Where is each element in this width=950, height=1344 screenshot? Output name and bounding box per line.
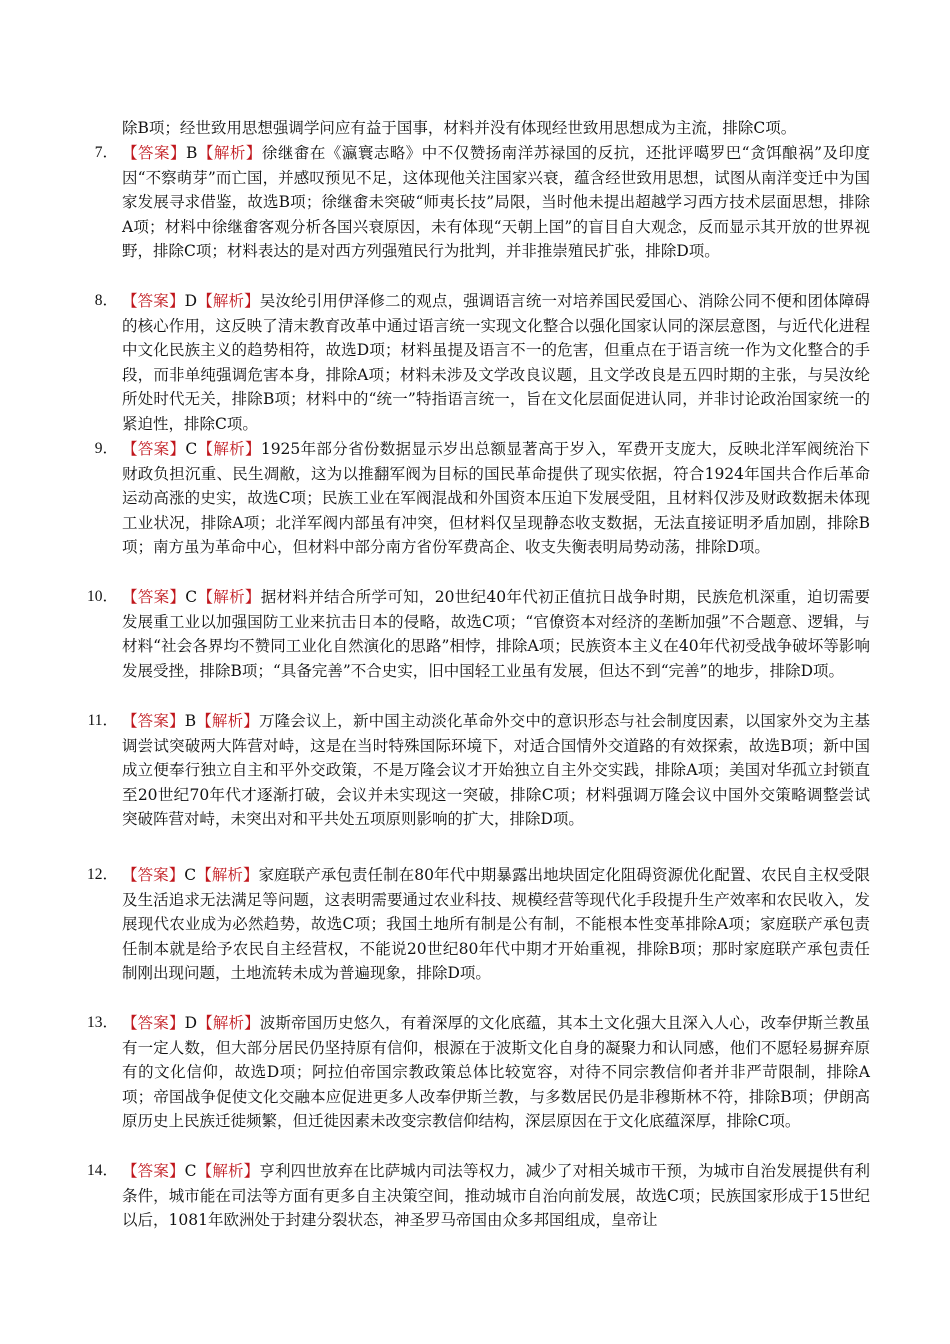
item-number: 11． bbox=[87, 712, 118, 729]
answer-item-9 bbox=[94, 437, 870, 560]
answer-label: 【答案】 bbox=[122, 712, 185, 730]
analysis-text: 亨利四世放弃在比萨城内司法等权力，减少了对相关城市干预，为城市自治发展提供有利条件，城市能在司法等方面有更多自主决策空间，推动城市自治向前发展，故选C项；民族国家形成于15世纪以后，1081年欧洲处于封建分裂状态，神圣罗马帝国由众多邦国组成，皇帝让 bbox=[122, 1162, 870, 1230]
analysis-text: 波斯帝国历史悠久，有着深厚的文化底蕴，其本土文化强大且深入人心，改奉伊斯兰教虽有一定人数，但大部分居民仍坚持原有信仰，根源在于波斯文化自身的凝聚力和认同感，他们不愿轻易摒弃原有的文化信仰，故选D项；阿拉伯帝国宗教政策总体比较宽容，对待不同宗教信仰者并非严苛限制，排除A项；帝国战争促使文化交融本应促进更多人改奉伊斯兰教，与多数居民仍是非穆斯林不符，排除B项；伊朗高原历史上民族迁徙频繁，但迁徙因素未改变宗教信仰结构，深层原因在于文化底蕴深厚，排除C项。 bbox=[122, 1014, 870, 1131]
analysis-text: 徐继畬在《瀛寰志略》中不仅赞扬南洋苏禄国的反抗，还批评噶罗巴“贪饵酿祸”及印度因“不察萌芽”而亡国，并感叹预见不足，这体现他关注国家兴衰，蕴含经世致用思想，试图从南洋变迁中为国家发展寻求借鉴，故选B项；徐继畬未突破“师夷长技”局限，当时他未提出超越学习西方技术层面思想，排除A项；材料中徐继畬客观分析各国兴衰原因，未有体现“天朝上国”的盲目自大观念，反而显示其开放的世界视野，排除C项；材料表达的是对西方列强殖民行为批判，并非推崇殖民扩张，排除D项。 bbox=[122, 144, 870, 261]
analysis-text: 家庭联产承包责任制在80年代中期暴露出地块固定化阻碍资源优化配置、农民自主权受限及生活追求无法满足等问题，这表明需要通过农业科技、规模经营等现代化手段提升生产效率和农民收入，发展现代农业成为必然趋势，故选C项；我国土地所有制是公有制，不能根本性变革排除A项；家庭联产承包责任制本就是给予农民自主经营权，不能说20世纪80年代中期才开始重视，排除B项；那时家庭联产承包责任制刚出现问题，土地流转未成为普遍现象，排除D项。 bbox=[122, 866, 870, 983]
answer-choice: C bbox=[185, 588, 198, 606]
item-number: 7． bbox=[94, 144, 118, 161]
analysis-label: 【解析】 bbox=[197, 440, 261, 458]
answer-choice: B bbox=[185, 144, 198, 162]
analysis-label: 【解析】 bbox=[196, 866, 259, 884]
analysis-text: 1925年部分省份数据显示岁出总额显著高于岁入，军费开支庞大，反映北洋军阀统治下财政负担沉重、民生凋敝，这为以推翻军阀为目标的国民革命提供了现实依据，符合1924年国共合作后革命运动高涨的史实，故选C项；民族工业在军阀混战和外国资本压迫下发展受阻，且材料仅涉及财政数据未体现工业状况，排除A项；北洋军阀内部虽有冲突，但材料仅呈现静态收支数据，无法直接证明矛盾加剧，排除B项；南方虽为革命中心，但材料中部分南方省份军费高企、收支失衡表明局势动荡，排除D项。 bbox=[122, 440, 870, 557]
answer-choice: B bbox=[184, 712, 197, 730]
answer-choice: C bbox=[185, 440, 198, 458]
answer-choice: C bbox=[184, 866, 197, 884]
item-number: 13． bbox=[86, 1014, 118, 1031]
analysis-label: 【解析】 bbox=[197, 588, 261, 606]
item-number: 9． bbox=[94, 440, 118, 457]
answer-item-8 bbox=[94, 289, 870, 437]
analysis-text: 吴汝纶引用伊泽修二的观点，强调语言统一对培养国民爱国心、消除公同不便和团体障碍的核心作用，这反映了清末教育改革中通过语言统一实现文化整合以强化国家认同的深层意图，与近代化进程中文化民族主义的趋势相符，故选D项；材料虽提及语言不一的危害，但重点在于语言统一作为文化整合的手段，而非单纯强调危害本身，排除A项；材料未涉及文学改良议题，且文学改良是五四时期的主张，与吴汝纶所处时代无关，排除B项；材料中的“统一”特指语言统一，旨在文化层面促进认同，并非讨论政治国家统一的紧迫性，排除C项。 bbox=[122, 292, 870, 433]
analysis-label: 【解析】 bbox=[197, 144, 262, 162]
continued-text: 除B项；经世致用思想强调学问应有益于国事，材料并没有体现经世致用思想成为主流，排除C项。 bbox=[122, 119, 797, 137]
analysis-label: 【解析】 bbox=[197, 292, 260, 310]
item-number: 14． bbox=[86, 1162, 118, 1179]
answer-item-13 bbox=[86, 1011, 870, 1134]
answer-item-11 bbox=[87, 709, 870, 832]
analysis-label: 【解析】 bbox=[196, 1162, 260, 1180]
item-number: 12． bbox=[86, 866, 118, 883]
answer-label: 【答案】 bbox=[122, 292, 185, 310]
answer-item-14 bbox=[86, 1159, 870, 1233]
answer-label: 【答案】 bbox=[122, 588, 186, 606]
analysis-text: 万隆会议上，新中国主动淡化革命外交中的意识形态与社会制度因素，以国家外交为主基调尝试突破两大阵营对峙，这是在当时特殊国际环境下，对适合国情外交道路的有效探索，故选B项；新中国成立便奉行独立自主和平外交政策，不是万隆会议才开始独立自主外交实践，排除A项；美国对华孤立封锁直至20世纪70年代才逐渐打破，会议并未实现这一突破，排除C项；材料强调万隆会议中国外交策略调整尝试突破阵营对峙，未突出对和平共处五项原则影响的扩大，排除D项。 bbox=[122, 712, 870, 829]
item-number: 8． bbox=[94, 292, 118, 309]
answer-label: 【答案】 bbox=[122, 1162, 185, 1180]
answer-item-10 bbox=[86, 585, 870, 683]
analysis-label: 【解析】 bbox=[196, 712, 259, 730]
answer-choice: C bbox=[184, 1162, 197, 1180]
answer-item-7 bbox=[94, 141, 870, 264]
answer-label: 【答案】 bbox=[122, 440, 186, 458]
answer-choice: D bbox=[184, 292, 198, 310]
answer-label: 【答案】 bbox=[122, 866, 185, 884]
answer-item-12 bbox=[86, 863, 870, 986]
answer-label: 【答案】 bbox=[122, 144, 186, 162]
answer-label: 【答案】 bbox=[122, 1014, 185, 1032]
analysis-label: 【解析】 bbox=[197, 1014, 260, 1032]
answer-choice: D bbox=[184, 1014, 198, 1032]
continued-paragraph bbox=[122, 116, 870, 141]
analysis-text: 据材料并结合所学可知，20世纪40年代初正值抗日战争时期，民族危机深重，迫切需要发展重工业以加强国防工业来抗击日本的侵略，故选C项；“官僚资本对经济的垄断加强”不合题意、逻辑，与材料“社会各界均不赞同工业化自然演化的思路”相悖，排除A项；民族资本主义在40年代初受战争破坏等影响发展受挫，排除B项；“具备完善”不合史实，旧中国轻工业虽有发展，但达不到“完善”的地步，排除D项。 bbox=[122, 588, 870, 680]
item-number: 10． bbox=[86, 588, 118, 605]
